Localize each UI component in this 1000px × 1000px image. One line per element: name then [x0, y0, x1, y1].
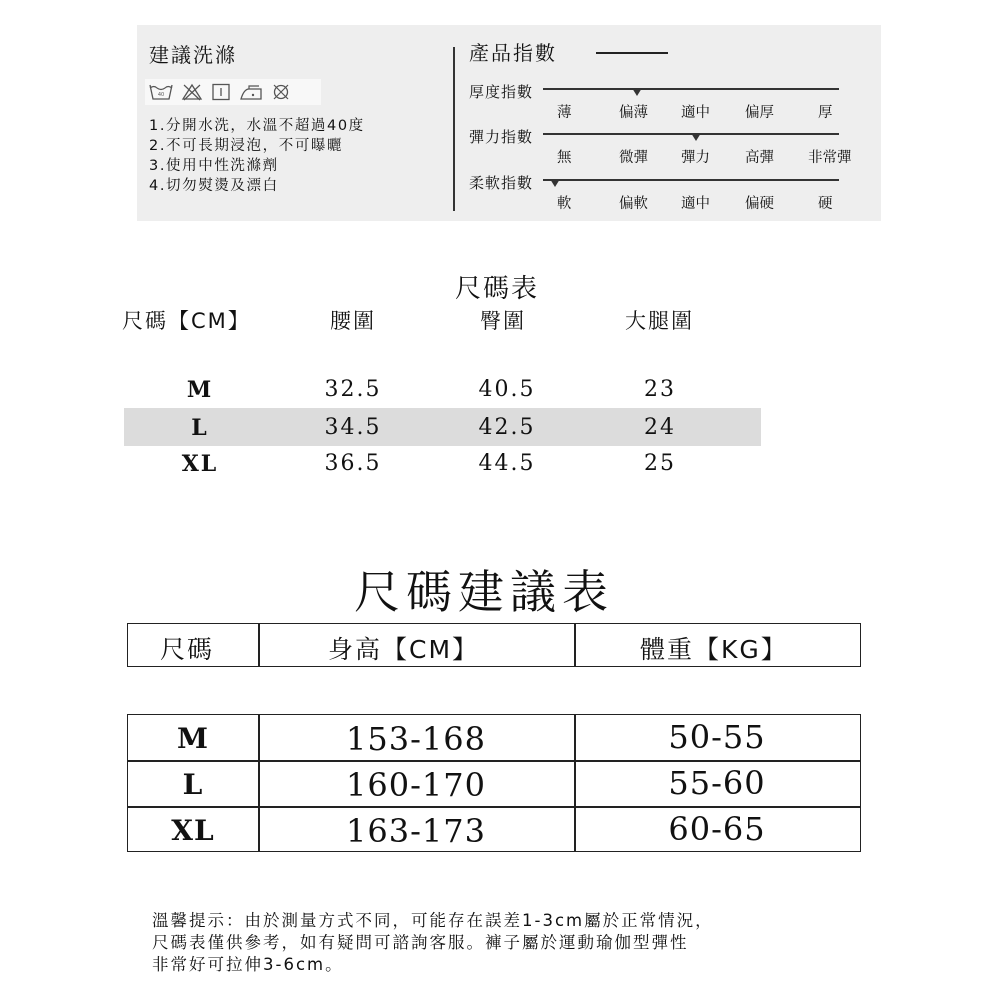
care-instructions — [149, 116, 365, 196]
scale-label: 高彈 — [745, 150, 774, 166]
row-divider — [128, 806, 860, 808]
tip-line: 非常好可拉伸3-6cm。 — [152, 955, 344, 974]
height-cell: 163-173 — [346, 812, 486, 850]
scale-label: 彈力 — [681, 150, 710, 166]
scale-label: 非常彈 — [808, 150, 852, 166]
waist-cell: 32.5 — [324, 377, 382, 402]
size-chart-title: 尺碼表 — [455, 274, 540, 304]
recommendation-header — [127, 623, 861, 667]
size-cell: M — [186, 377, 214, 403]
height-column-header: 身高【CM】 — [328, 635, 480, 664]
thigh-cell: 24 — [644, 415, 676, 440]
weight-cell: 55-60 — [668, 764, 766, 802]
waist-cell: 36.5 — [324, 451, 382, 476]
height-cell: 153-168 — [346, 720, 486, 758]
care-instruction: 3.使用中性洗滌劑 — [149, 158, 279, 174]
recommendation-body — [127, 714, 861, 852]
softness-label: 柔軟指數 — [469, 174, 534, 192]
tip-line: 尺碼表僅供參考，如有疑問可諮詢客服。褲子屬於運動瑜伽型彈性 — [152, 933, 689, 952]
size-cell: L — [182, 768, 204, 801]
row-divider — [128, 760, 860, 762]
scale-label: 偏硬 — [745, 196, 774, 212]
size-column-header: 尺碼 — [160, 635, 215, 664]
softness-scale-line — [543, 179, 839, 181]
scale-label: 偏軟 — [619, 196, 648, 212]
elasticity-marker — [691, 133, 701, 141]
size-cell: XL — [181, 451, 219, 477]
scale-label: 硬 — [818, 196, 833, 212]
softness-marker — [550, 179, 560, 187]
scale-label: 軟 — [557, 196, 572, 212]
tip-text — [152, 910, 852, 976]
scale-label: 適中 — [681, 196, 710, 212]
elasticity-label: 彈力指數 — [469, 128, 534, 146]
weight-cell: 50-55 — [668, 718, 766, 756]
wash-40-icon — [149, 83, 173, 101]
size-cell: M — [177, 722, 209, 755]
tumble-dry-icon — [211, 83, 231, 101]
scale-label: 薄 — [557, 105, 572, 121]
scale-label: 厚 — [818, 105, 833, 121]
svg-text:40: 40 — [157, 92, 165, 98]
waist-column-header: 腰圍 — [330, 309, 376, 333]
title-rule — [596, 52, 668, 54]
scale-label: 偏厚 — [745, 105, 774, 121]
weight-cell: 60-65 — [668, 810, 766, 848]
product-index-title: 產品指數 — [469, 41, 557, 65]
weight-column-header: 體重【KG】 — [640, 635, 788, 664]
thickness-scale-line — [543, 88, 839, 90]
thigh-column-header: 大腿圍 — [625, 309, 694, 333]
waist-cell: 34.5 — [324, 415, 382, 440]
thigh-cell: 25 — [644, 451, 676, 476]
scale-label: 微彈 — [619, 150, 648, 166]
care-instruction: 2.不可長期浸泡，不可曝曬 — [149, 138, 344, 154]
care-title: 建議洗滌 — [149, 43, 237, 67]
thickness-marker — [632, 88, 642, 96]
no-dry-clean-icon — [271, 83, 291, 101]
care-panel — [137, 25, 881, 221]
scale-label: 偏薄 — [619, 105, 648, 121]
size-cell: L — [191, 415, 209, 441]
no-bleach-icon — [181, 83, 203, 101]
thigh-cell: 23 — [644, 377, 676, 402]
scale-label: 無 — [557, 150, 572, 166]
panel-divider — [453, 47, 455, 211]
care-instruction: 1.分開水洗，水溫不超過40度 — [149, 118, 365, 134]
column-divider — [574, 624, 576, 666]
thickness-label: 厚度指數 — [469, 83, 534, 101]
size-cell: XL — [171, 814, 215, 847]
iron-low-icon — [239, 83, 263, 101]
hip-cell: 40.5 — [478, 377, 536, 402]
wash-icons — [145, 79, 321, 105]
hip-cell: 44.5 — [478, 451, 536, 476]
height-cell: 160-170 — [346, 766, 486, 804]
size-column-header: 尺碼【CM】 — [122, 309, 251, 333]
scale-label: 適中 — [681, 105, 710, 121]
hip-cell: 42.5 — [478, 415, 536, 440]
care-instruction: 4.切勿熨燙及漂白 — [149, 178, 279, 194]
recommendation-title: 尺碼建議表 — [354, 565, 614, 619]
column-divider — [258, 624, 260, 666]
tip-line: 溫馨提示：由於測量方式不同，可能存在誤差1-3cm屬於正常情況， — [152, 911, 714, 930]
hip-column-header: 臀圍 — [480, 309, 526, 333]
